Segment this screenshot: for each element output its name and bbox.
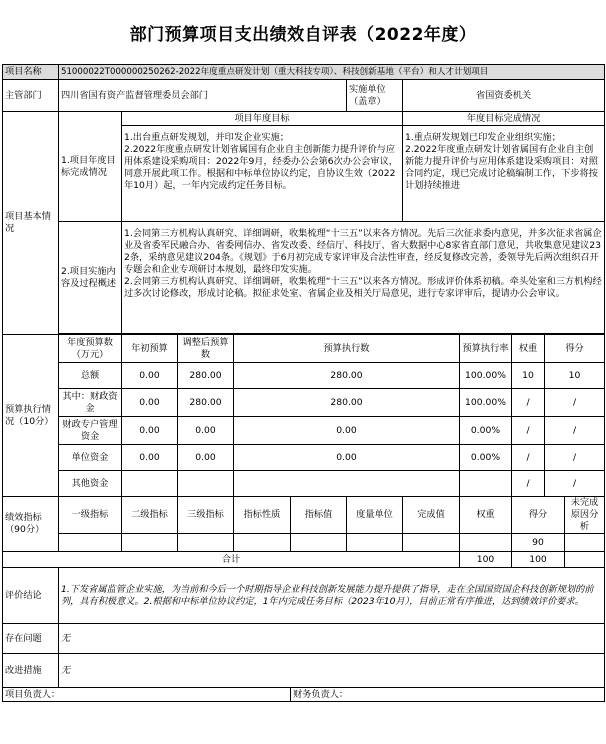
eval-row (3, 568, 605, 624)
perf-header-level1: 一级指标 (59, 497, 122, 534)
budget-row-initial (122, 471, 178, 497)
budget-row-weight: 10 (512, 363, 545, 389)
budget-row-initial: 0.00 (122, 445, 178, 471)
goal-label: 1.项目年度目标完成情况 (59, 112, 122, 222)
budget-row-label: 其他资金 (59, 471, 122, 497)
perf-header-reason: 未完成原因分析 (565, 497, 605, 534)
budget-row-executed (234, 471, 460, 497)
budget-row-label: 财政专户管理资金 (59, 417, 122, 445)
budget-header-score: 得分 (545, 335, 605, 363)
budget-row-score: / (545, 445, 605, 471)
budget-row-rate: 0.00% (460, 417, 512, 445)
perf-score: 90 (512, 534, 565, 552)
budget-header-row (3, 335, 605, 363)
eval-text: 1.下发省属监管企业实施，为当前和今后一个时期指导企业科技创新发展能力提升提供了指导，走在全国国资国企科技创新规划的前列，具有积极意义。2.根据和中标单位协议约定，1年内完成任务目标（2023年10月），目前正常有序推进，达到绩效评价要求。 (59, 568, 605, 624)
evaluation-table (2, 64, 605, 702)
unit-label: 实施单位（盖章） (347, 80, 403, 112)
budget-row-weight: / (512, 445, 545, 471)
total-weight: 100 (460, 552, 512, 568)
issue-row (3, 624, 605, 654)
goal-col-header: 项目年度目标 (122, 112, 403, 126)
fix-text: 无 (59, 654, 605, 688)
dept-value: 四川省国有资产监督管理委员会部门 (59, 80, 347, 112)
budget-row (3, 471, 605, 497)
perf-header-level2: 二级指标 (122, 497, 178, 534)
fix-row (3, 654, 605, 688)
budget-row-score: / (545, 471, 605, 497)
budget-header-rate: 预算执行率 (460, 335, 512, 363)
budget-row-adjusted (178, 471, 234, 497)
perf-header-nature: 指标性质 (234, 497, 291, 534)
budget-row-initial: 0.00 (122, 363, 178, 389)
budget-row-adjusted: 0.00 (178, 445, 234, 471)
fix-label: 改进措施 (3, 654, 59, 688)
budget-row-rate (460, 471, 512, 497)
budget-row-score: 10 (545, 363, 605, 389)
budget-label: 预算执行情况（10分） (3, 335, 59, 497)
budget-row-adjusted: 0.00 (178, 417, 234, 445)
budget-header-adjusted: 调整后预算数 (178, 335, 234, 363)
process-row (3, 222, 605, 334)
budget-row-rate: 100.00% (460, 363, 512, 389)
budget-row-executed: 280.00 (234, 363, 460, 389)
dept-label: 主管部门 (3, 80, 59, 112)
budget-row-adjusted: 280.00 (178, 363, 234, 389)
budget-row-executed: 280.00 (234, 389, 460, 417)
budget-header-weight: 权重 (512, 335, 545, 363)
perf-header-row (3, 497, 605, 534)
budget-row (3, 389, 605, 417)
perf-header-unit: 度量单位 (347, 497, 403, 534)
perf-header-level3: 三级指标 (178, 497, 234, 534)
dept-row (3, 80, 605, 112)
budget-row-rate: 0.00% (460, 445, 512, 471)
perf-header-weight: 权重 (460, 497, 512, 534)
budget-row-initial: 0.00 (122, 389, 178, 417)
budget-row-weight: / (512, 471, 545, 497)
budget-row-label: 单位资金 (59, 445, 122, 471)
completion-text: 1.重点研发规划已印发企业组织实施； 2.2022年度重点研发计划省属国有企业自主创新能力提升评价与应用体系建设采购项目：对照合同约定，现已完成讨论稿编制工作，下步将按计划持续推进 (403, 126, 605, 222)
total-row (3, 552, 605, 568)
issue-text: 无 (59, 624, 605, 654)
total-score: 100 (512, 552, 565, 568)
leader-label: 项目负责人： (3, 688, 291, 702)
budget-row (3, 363, 605, 389)
budget-row-label: 总额 (59, 363, 122, 389)
process-label: 2.项目实施内容及过程概述 (59, 222, 122, 334)
budget-row-score: / (545, 389, 605, 417)
signature-row (3, 688, 605, 702)
eval-label: 评价结论 (3, 568, 59, 624)
project-name-label: 项目名称 (3, 65, 59, 80)
budget-row-weight: / (512, 417, 545, 445)
budget-row-adjusted: 280.00 (178, 389, 234, 417)
budget-row-label: 其中：财政资金 (59, 389, 122, 417)
goal-text: 1.出台重点研发规划，并印发企业实施； 2.2022年度重点研发计划省属国有企业自主创新能力提升评价与应用体系建设采购项目：2022年9月，经委办公会第6次办公会审议，同意开展此项工作。根据和中标单位协议约定，自协议生效（2022年10月）起，一年内完成约定任务目标。 (122, 126, 403, 222)
finance-label: 财务负责人： (291, 688, 605, 702)
process-text: 1.会同第三方机构认真研究、详细调研，收集梳理“十三五”以来各方情况。先后三次征求委内意见，并多次征求省属企业及省委军民融合办、省委网信办、省发改委、经信厅、科技厅、省大数据中心8家省直部门意见，共收集意见建议232条，采纳意见建议204条。《规划》于6月初完成专家评审及合法性审查，经反复修改完善，委领导先后两次组织召开专题会和企业专项研讨本规划，最终印发实施。 2.会同第三方机构认真研究、详细调研，收集梳理“十三五”以来各方情况。形成评价体系初稿。牵头处室和三方机构经过多次讨论修改，形成讨论稿。拟征求处室、省属企业及相关厅局意见，进行专家评审后，提请办公会审议。 (122, 222, 605, 334)
budget-row-weight: / (512, 389, 545, 417)
unit-value: 省国资委机关 (403, 80, 605, 112)
budget-row-executed: 0.00 (234, 445, 460, 471)
budget-header-executed: 预算执行数 (234, 335, 460, 363)
issue-label: 存在问题 (3, 624, 59, 654)
total-label: 合计 (3, 552, 460, 568)
budget-header-amount: 年度预算数（万元） (59, 335, 122, 363)
budget-row-executed: 0.00 (234, 417, 460, 445)
perf-header-complete: 完成值 (403, 497, 460, 534)
completion-col-header: 年度目标完成情况 (403, 112, 605, 126)
budget-row (3, 417, 605, 445)
perf-label: 绩效指标（90分） (3, 497, 59, 552)
budget-row-initial: 0.00 (122, 417, 178, 445)
page-title: 部门预算项目支出绩效自评表（2022年度） (129, 24, 477, 45)
budget-row-score: / (545, 417, 605, 445)
budget-row (3, 445, 605, 471)
perf-header-score: 得分 (512, 497, 565, 534)
perf-header-value: 指标值 (291, 497, 347, 534)
basic-info-label: 项目基本情况 (3, 112, 59, 335)
budget-header-initial: 年初预算 (122, 335, 178, 363)
perf-score-row (3, 534, 605, 552)
project-name-row (3, 65, 605, 80)
budget-row-rate: 100.00% (460, 389, 512, 417)
project-name-value: 51000022T000000250262-2022年度重点研发计划（重大科技专项）、科技创新基地（平台）和人才计划项目 (59, 65, 605, 80)
goal-header-row (3, 112, 605, 126)
